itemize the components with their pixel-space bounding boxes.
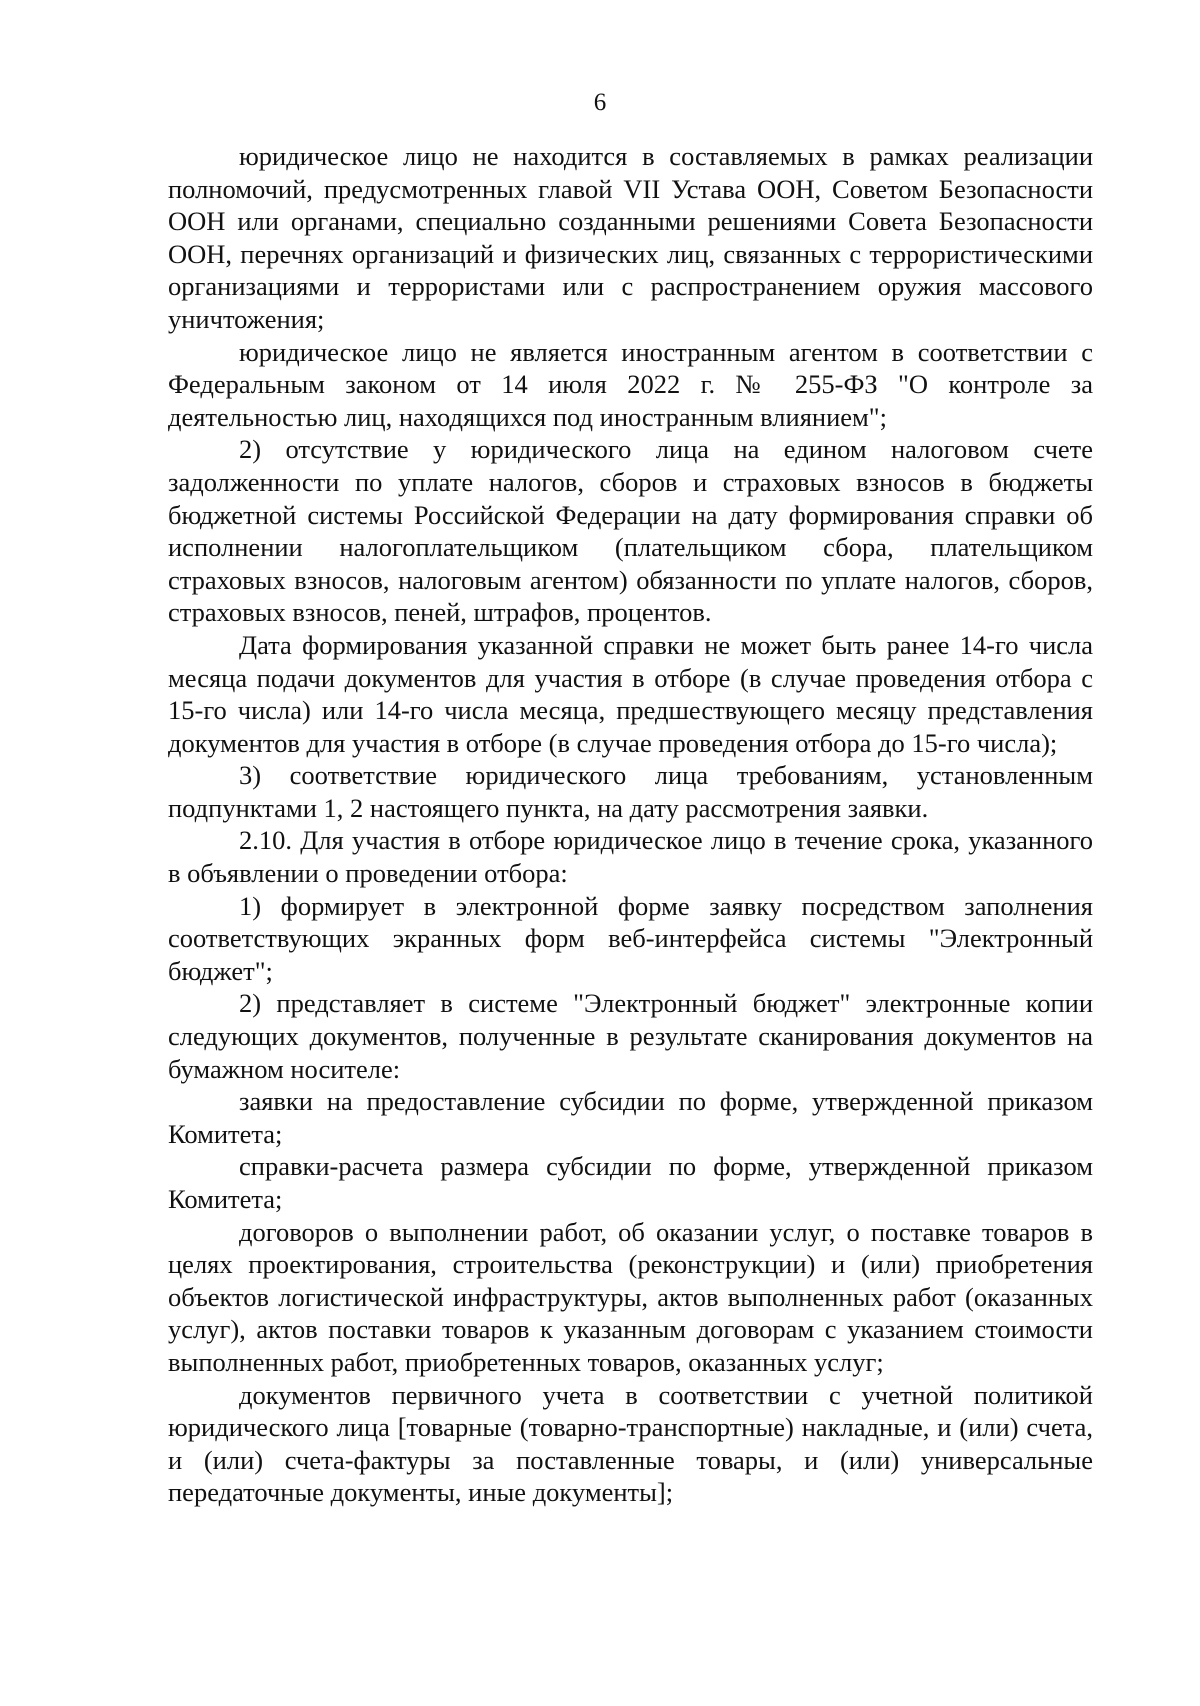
document-body [168, 140, 1093, 1509]
paragraph-no-tax-debt: 2) отсутствие у юридического лица на едином налоговом счете задолженности по уплате налогов, сборов и страховых взносов в бюджеты бюджетной системы Российской Федерации на дату формирования справки об исполнении налогоплательщиком (плательщиком сбора, плательщиком страховых взносов, налоговым агентом) обязанности по уплате налогов, сборов, страховых взносов, пеней, штрафов, процентов. [168, 434, 1093, 628]
paragraph-subsidy-application: заявки на предоставление субсидии по форме, утвержденной приказом Комитета; [168, 1086, 1093, 1149]
paragraph-not-in-un-lists: юридическое лицо не находится в составляемых в рамках реализации полномочий, предусмотренных главой VII Устава ООН, Советом Безопасности ООН или органами, специально созданными решениями Совета Безопасности ООН, перечнях организаций и физических лиц, связанных с террористическими организациями и террористами или с распространением оружия массового уничтожения; [168, 141, 1093, 334]
paragraph-not-foreign-agent: юридическое лицо не является иностранным агентом в соответствии с Федеральным законом от 14 июля 2022 г. № 255-ФЗ "О контроле за деятельностью лиц, находящихся под иностранным влиянием"; [168, 336, 1093, 432]
paragraph-calculation-certificate: справки-расчета размера субсидии по форме, утвержденной приказом Комитета; [168, 1151, 1093, 1214]
paragraph-forms-application: 1) формирует в электронной форме заявку посредством заполнения соответствующих экранных форм веб-интерфейса системы "Электронный бюджет"; [168, 890, 1093, 986]
page-number: 6 [593, 89, 607, 116]
paragraph-compliance: 3) соответствие юридического лица требованиям, установленным подпунктами 1, 2 настоящего пункта, на дату рассмотрения заявки. [168, 760, 1093, 823]
paragraph-section-2-10: 2.10. Для участия в отборе юридическое лицо в течение срока, указанного в объявлении о проведении отбора: [168, 825, 1093, 889]
paragraph-submits-copies: 2) представляет в системе "Электронный бюджет" электронные копии следующих документов, полученные в результате сканирования документов на бумажном носителе: [168, 988, 1093, 1084]
paragraph-certificate-date: Дата формирования указанной справки не может быть ранее 14-го числа месяца подачи документов для участия в отборе (в случае проведения отбора с 15-го числа) или 14-го числа месяца, предшествующего месяцу представления документов для участия в отборе (в случае проведения отбора до 15-го числа); [168, 629, 1093, 758]
paragraph-contracts: договоров о выполнении работ, об оказании услуг, о поставке товаров в целях проектирования, строительства (реконструкции) и (или) приобретения объектов логистической инфраструктуры, актов выполненных работ (оказанных услуг), актов поставки товаров к указанным договорам с указанием стоимости выполненных работ, приобретенных товаров, оказанных услуг; [168, 1216, 1093, 1377]
paragraph-primary-documents: документов первичного учета в соответствии с учетной политикой юридического лица [товарные (товарно-транспортные) накладные, и (или) счета, и (или) счета-фактуры за поставленные товары, и (или) универсальные передаточные документы, иные документы]; [168, 1379, 1093, 1508]
